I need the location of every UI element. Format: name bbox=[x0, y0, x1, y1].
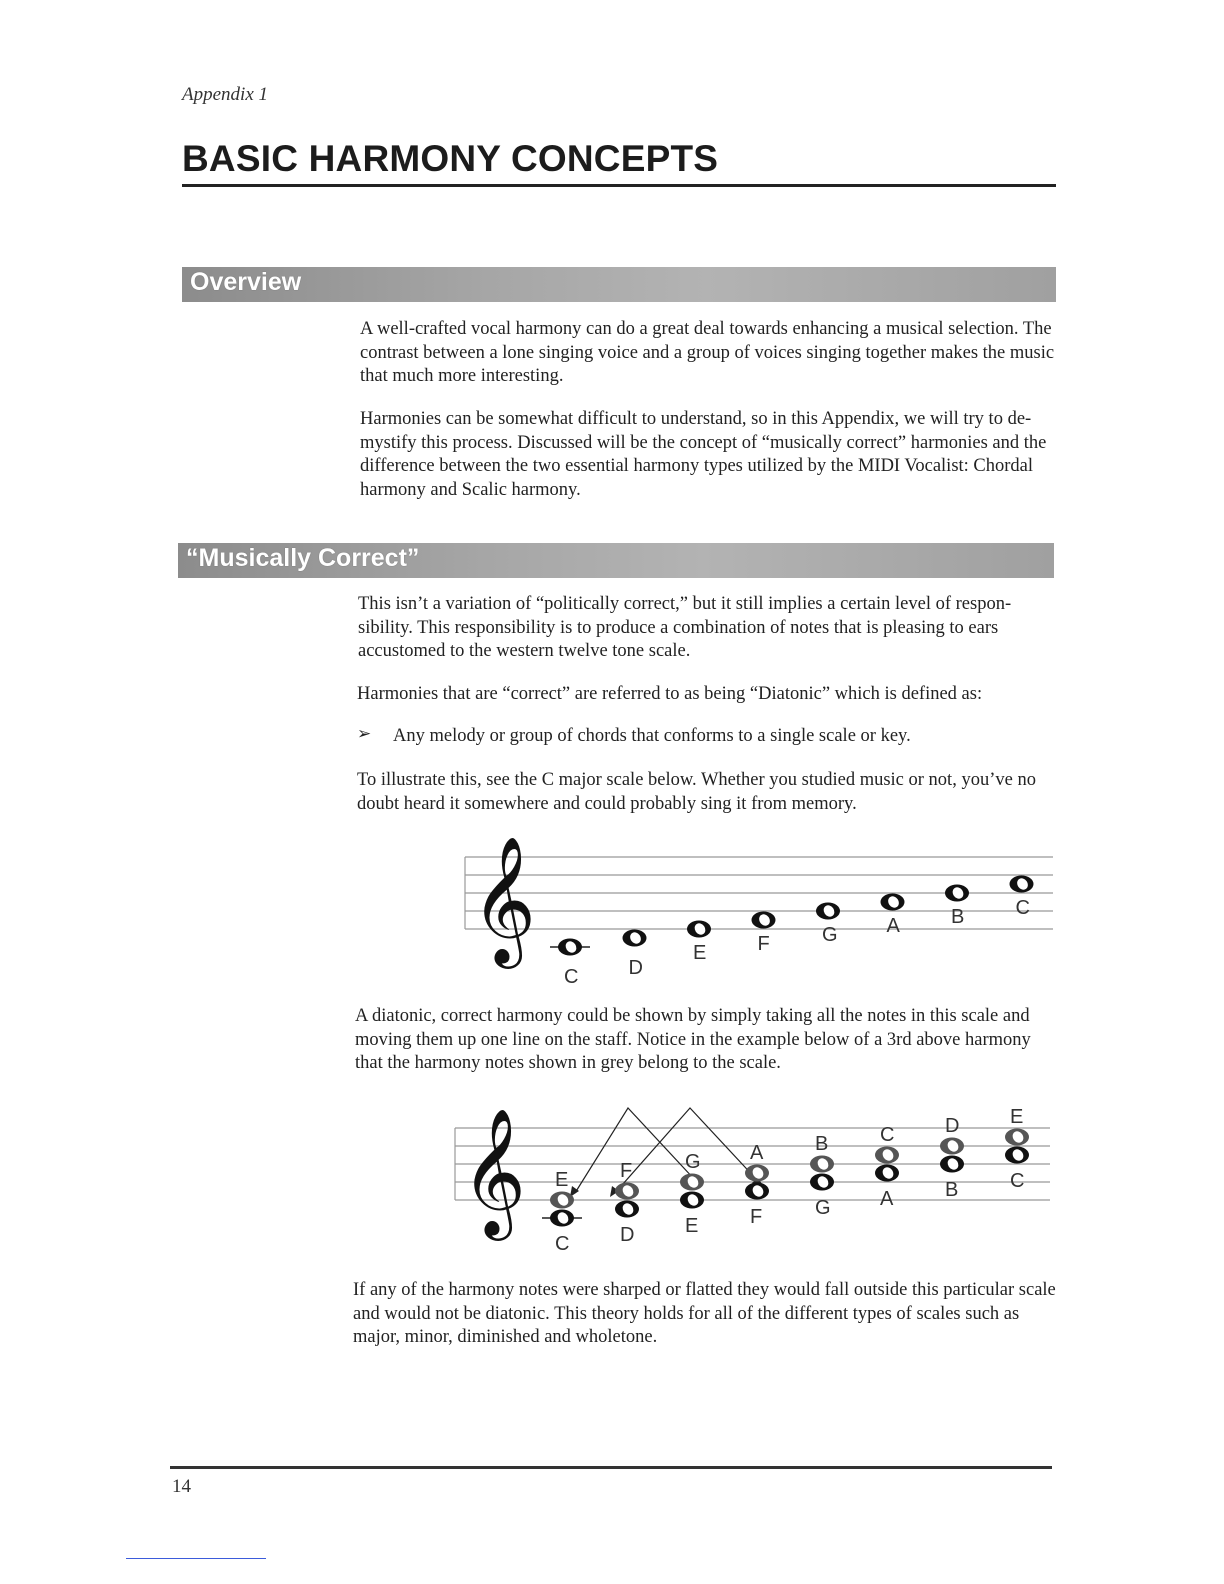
whole-note bbox=[550, 1192, 574, 1209]
melody-note-label: G bbox=[815, 1197, 831, 1219]
treble-clef-icon: 𝄞 bbox=[461, 1110, 527, 1233]
whole-note bbox=[680, 1192, 704, 1209]
musically-correct-paragraph-1: This isn’t a variation of “politically correct,” but it still implies a certain level of respon-sibility. This responsibility is to produce a combination of notes that is pleasing to ears accustomed to the western twelve tone scale. bbox=[358, 594, 1012, 661]
whole-note bbox=[881, 894, 905, 911]
whole-note bbox=[680, 1174, 704, 1191]
whole-note bbox=[615, 1201, 639, 1218]
whole-note bbox=[623, 930, 647, 947]
whole-note bbox=[745, 1165, 769, 1182]
melody-note-label: F bbox=[750, 1206, 763, 1228]
musically-correct-heading: “Musically Correct” bbox=[186, 544, 420, 572]
musically-correct-paragraph-4: A diatonic, correct harmony could be shown by simply taking all the notes in this scale and moving them up one line on the staff. Notice in the example below of a 3rd above harmony that the harmony notes shown in grey belong to the scale. bbox=[355, 1006, 1031, 1073]
melody-note-label: C bbox=[1010, 1170, 1025, 1192]
harmony-note-label: D bbox=[945, 1115, 960, 1137]
bottom-link-underline bbox=[126, 1558, 266, 1559]
whole-note bbox=[816, 903, 840, 920]
note-label: E bbox=[693, 942, 707, 964]
note-label: D bbox=[628, 957, 643, 979]
harmony-note-label: A bbox=[750, 1142, 764, 1164]
title-rule bbox=[182, 184, 1056, 187]
harmony-note-label: C bbox=[880, 1124, 895, 1146]
melody-note-label: B bbox=[945, 1179, 959, 1201]
bullet-item: Any melody or group of chords that conforms to a single scale or key. bbox=[393, 726, 911, 746]
musically-correct-paragraph-5: If any of the harmony notes were sharped or flatted they would fall outside this particular scale and would not be diatonic. This theory holds for all of the different types of scales such as major, minor, diminished and wholetone. bbox=[353, 1280, 1056, 1347]
note-label: B bbox=[951, 906, 965, 928]
whole-note bbox=[615, 1183, 639, 1200]
whole-note bbox=[875, 1165, 899, 1182]
overview-paragraph-2: Harmonies can be somewhat difficult to understand, so in this Appendix, we will try to de-mystify this process. Discussed will be the concept of “musically correct” harmonies and the difference between the two essential harmony types utilized by the MIDI Vocalist: Chordal harmony and Scalic harmony. bbox=[360, 409, 1047, 500]
note-label: G bbox=[822, 924, 838, 946]
musically-correct-paragraph-2: Harmonies that are “correct” are referred to as being “Diatonic” which is defined as: bbox=[357, 684, 983, 704]
harmony-note-label: E bbox=[1010, 1106, 1024, 1128]
bullet-arrow-icon: ➢ bbox=[357, 724, 372, 743]
footer-rule bbox=[170, 1466, 1052, 1469]
overview-heading: Overview bbox=[190, 268, 302, 296]
harmony-arrows bbox=[575, 1108, 757, 1193]
whole-note bbox=[1010, 876, 1034, 893]
treble-clef-icon: 𝄞 bbox=[471, 838, 537, 961]
whole-note bbox=[550, 1210, 574, 1227]
musically-correct-heading-bar bbox=[178, 543, 1054, 578]
whole-note bbox=[945, 885, 969, 902]
harmony-note-label: E bbox=[555, 1169, 569, 1191]
whole-note bbox=[687, 921, 711, 938]
note-label: F bbox=[757, 933, 770, 955]
whole-note bbox=[875, 1147, 899, 1164]
harmony-note-label: G bbox=[685, 1151, 701, 1173]
whole-note bbox=[745, 1183, 769, 1200]
harmony-note-label: B bbox=[815, 1133, 829, 1155]
whole-note bbox=[558, 939, 582, 956]
harmony-note-label: F bbox=[620, 1160, 633, 1182]
melody-note-label: D bbox=[620, 1224, 635, 1246]
whole-note bbox=[1005, 1129, 1029, 1146]
musically-correct-paragraph-3: To illustrate this, see the C major scale below. Whether you studied music or not, you’ve no doubt heard it somewhere and could probably sing it from memory. bbox=[357, 770, 1036, 814]
whole-note bbox=[752, 912, 776, 929]
melody-note-label: E bbox=[685, 1215, 699, 1237]
c-major-scale-staff bbox=[455, 835, 1060, 985]
harmony-staff bbox=[445, 1095, 1060, 1255]
overview-heading-bar bbox=[182, 267, 1056, 302]
note-label: A bbox=[886, 915, 900, 937]
overview-paragraph-1: A well-crafted vocal harmony can do a great deal towards enhancing a musical selection. The contrast between a lone singing voice and a group of voices singing together makes the music that much more interesting. bbox=[360, 319, 1055, 386]
page-title: BASIC HARMONY CONCEPTS bbox=[182, 138, 719, 179]
note-label: C bbox=[564, 966, 579, 985]
melody-note-label: C bbox=[555, 1233, 570, 1255]
whole-note bbox=[810, 1174, 834, 1191]
whole-note bbox=[810, 1156, 834, 1173]
whole-note bbox=[940, 1138, 964, 1155]
note-label: C bbox=[1015, 897, 1030, 919]
arrowheads bbox=[570, 1177, 763, 1197]
whole-note bbox=[940, 1156, 964, 1173]
appendix-label: Appendix 1 bbox=[182, 84, 269, 105]
page-number: 14 bbox=[172, 1476, 191, 1497]
whole-note bbox=[1005, 1147, 1029, 1164]
melody-note-label: A bbox=[880, 1188, 894, 1210]
arrow-line bbox=[575, 1108, 695, 1193]
